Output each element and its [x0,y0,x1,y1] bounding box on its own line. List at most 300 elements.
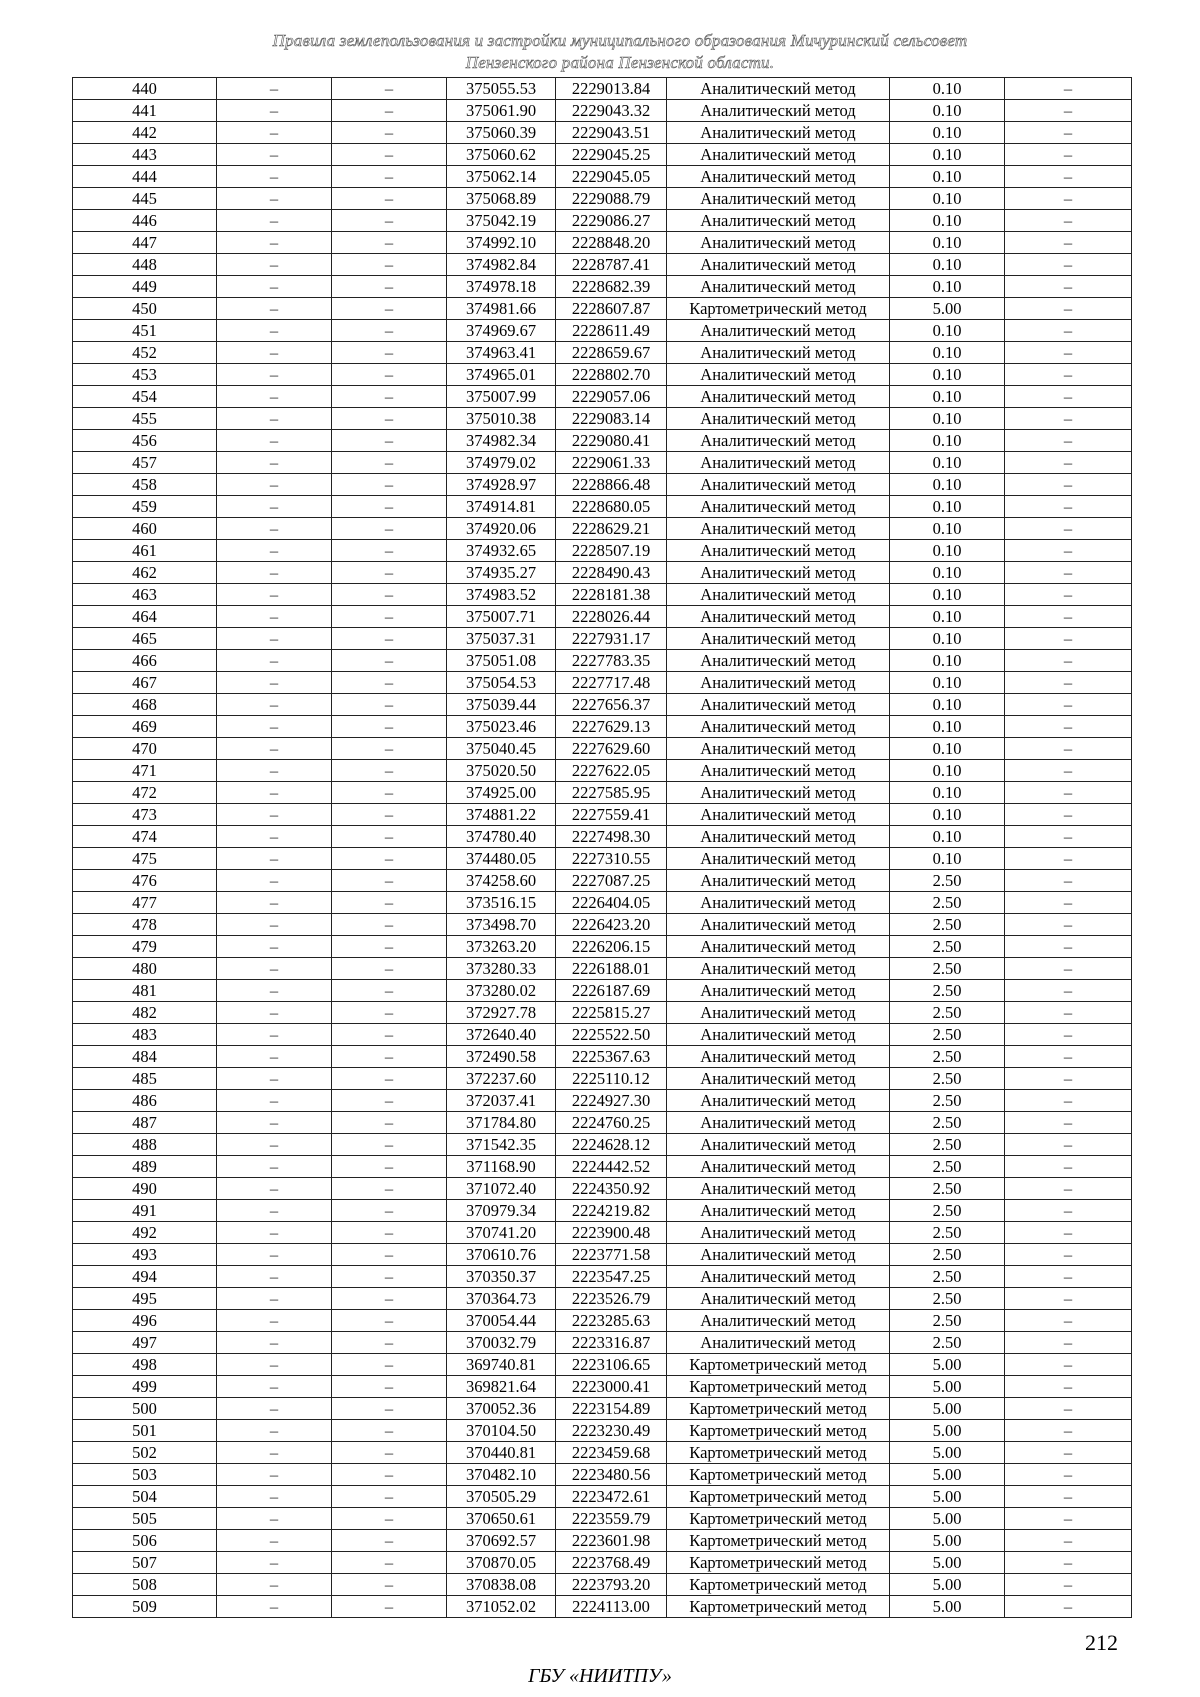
point-number-cell: 481 [73,980,217,1002]
point-number-cell: 506 [73,1530,217,1552]
cell-col2: – [217,760,332,782]
accuracy-cell: 2.50 [890,1288,1005,1310]
accuracy-cell: 0.10 [890,210,1005,232]
table-row [73,1376,1132,1398]
point-number-cell: 484 [73,1046,217,1068]
x-coordinate-cell: 370838.08 [447,1574,556,1596]
table-row [73,1442,1132,1464]
y-coordinate-cell: 2223559.79 [556,1508,667,1530]
table-row [73,980,1132,1002]
cell-col8: – [1005,496,1132,518]
cell-col2: – [217,1046,332,1068]
cell-col3: – [332,298,447,320]
point-number-cell: 454 [73,386,217,408]
cell-col2: – [217,298,332,320]
cell-col3: – [332,1222,447,1244]
accuracy-cell: 2.50 [890,1200,1005,1222]
x-coordinate-cell: 370692.57 [447,1530,556,1552]
accuracy-cell: 2.50 [890,1002,1005,1024]
point-number-cell: 463 [73,584,217,606]
table-row [73,936,1132,958]
coordinates-table [72,77,1132,1618]
cell-col2: – [217,672,332,694]
cell-col8: – [1005,1200,1132,1222]
point-number-cell: 442 [73,122,217,144]
point-number-cell: 479 [73,936,217,958]
point-number-cell: 460 [73,518,217,540]
x-coordinate-cell: 374935.27 [447,562,556,584]
x-coordinate-cell: 375060.39 [447,122,556,144]
table-row [73,1332,1132,1354]
x-coordinate-cell: 373263.20 [447,936,556,958]
cell-col3: – [332,650,447,672]
table-row [73,1552,1132,1574]
cell-col2: – [217,1288,332,1310]
cell-col3: – [332,760,447,782]
x-coordinate-cell: 371072.40 [447,1178,556,1200]
accuracy-cell: 5.00 [890,1376,1005,1398]
cell-col3: – [332,1178,447,1200]
cell-col8: – [1005,1354,1132,1376]
table-row [73,1244,1132,1266]
x-coordinate-cell: 370440.81 [447,1442,556,1464]
table-row [73,1068,1132,1090]
cell-col8: – [1005,606,1132,628]
cell-col2: – [217,650,332,672]
cell-col8: – [1005,936,1132,958]
point-number-cell: 504 [73,1486,217,1508]
accuracy-cell: 5.00 [890,1464,1005,1486]
y-coordinate-cell: 2229088.79 [556,188,667,210]
method-cell: Аналитический метод [667,496,890,518]
method-cell: Аналитический метод [667,716,890,738]
cell-col2: – [217,606,332,628]
x-coordinate-cell: 375061.90 [447,100,556,122]
cell-col2: – [217,1024,332,1046]
cell-col3: – [332,1266,447,1288]
table-row [73,694,1132,716]
cell-col8: – [1005,562,1132,584]
x-coordinate-cell: 374969.67 [447,320,556,342]
method-cell: Картометрический метод [667,1376,890,1398]
table-row [73,232,1132,254]
point-number-cell: 461 [73,540,217,562]
y-coordinate-cell: 2223480.56 [556,1464,667,1486]
table-body [73,78,1132,1618]
y-coordinate-cell: 2228181.38 [556,584,667,606]
cell-col8: – [1005,100,1132,122]
table-row [73,210,1132,232]
cell-col3: – [332,540,447,562]
cell-col8: – [1005,1332,1132,1354]
cell-col8: – [1005,738,1132,760]
x-coordinate-cell: 370650.61 [447,1508,556,1530]
table-row [73,122,1132,144]
table-row [73,342,1132,364]
method-cell: Аналитический метод [667,914,890,936]
cell-col2: – [217,210,332,232]
x-coordinate-cell: 375040.45 [447,738,556,760]
y-coordinate-cell: 2229045.05 [556,166,667,188]
y-coordinate-cell: 2227622.05 [556,760,667,782]
x-coordinate-cell: 375042.19 [447,210,556,232]
method-cell: Картометрический метод [667,298,890,320]
cell-col3: – [332,1068,447,1090]
cell-col3: – [332,936,447,958]
table-row [73,166,1132,188]
cell-col8: – [1005,1024,1132,1046]
y-coordinate-cell: 2226188.01 [556,958,667,980]
accuracy-cell: 0.10 [890,694,1005,716]
cell-col2: – [217,936,332,958]
table-row [73,584,1132,606]
y-coordinate-cell: 2229080.41 [556,430,667,452]
x-coordinate-cell: 374983.52 [447,584,556,606]
cell-col2: – [217,1574,332,1596]
page-number: 212 [1085,1630,1118,1655]
y-coordinate-cell: 2224219.82 [556,1200,667,1222]
cell-col2: – [217,1244,332,1266]
method-cell: Аналитический метод [667,1266,890,1288]
table-row [73,474,1132,496]
cell-col3: – [332,562,447,584]
table-row [73,562,1132,584]
x-coordinate-cell: 375007.71 [447,606,556,628]
y-coordinate-cell: 2226404.05 [556,892,667,914]
x-coordinate-cell: 370104.50 [447,1420,556,1442]
cell-col3: – [332,232,447,254]
cell-col2: – [217,1376,332,1398]
accuracy-cell: 0.10 [890,584,1005,606]
x-coordinate-cell: 375023.46 [447,716,556,738]
cell-col3: – [332,430,447,452]
y-coordinate-cell: 2227585.95 [556,782,667,804]
cell-col3: – [332,1442,447,1464]
table-row [73,1486,1132,1508]
x-coordinate-cell: 374881.22 [447,804,556,826]
cell-col3: – [332,452,447,474]
cell-col2: – [217,826,332,848]
y-coordinate-cell: 2229045.25 [556,144,667,166]
method-cell: Аналитический метод [667,122,890,144]
cell-col3: – [332,1288,447,1310]
table-row [73,408,1132,430]
method-cell: Картометрический метод [667,1354,890,1376]
point-number-cell: 494 [73,1266,217,1288]
cell-col8: – [1005,364,1132,386]
cell-col3: – [332,474,447,496]
cell-col3: – [332,694,447,716]
accuracy-cell: 0.10 [890,100,1005,122]
cell-col2: – [217,584,332,606]
method-cell: Аналитический метод [667,738,890,760]
y-coordinate-cell: 2223000.41 [556,1376,667,1398]
point-number-cell: 508 [73,1574,217,1596]
cell-col3: – [332,386,447,408]
x-coordinate-cell: 374780.40 [447,826,556,848]
accuracy-cell: 0.10 [890,540,1005,562]
cell-col3: – [332,738,447,760]
cell-col2: – [217,254,332,276]
cell-col3: – [332,782,447,804]
table-row [73,188,1132,210]
y-coordinate-cell: 2225110.12 [556,1068,667,1090]
x-coordinate-cell: 374920.06 [447,518,556,540]
x-coordinate-cell: 373280.33 [447,958,556,980]
accuracy-cell: 2.50 [890,1068,1005,1090]
table-row [73,254,1132,276]
cell-col2: – [217,628,332,650]
point-number-cell: 500 [73,1398,217,1420]
table-row [73,1046,1132,1068]
cell-col2: – [217,342,332,364]
point-number-cell: 464 [73,606,217,628]
cell-col3: – [332,606,447,628]
cell-col2: – [217,122,332,144]
method-cell: Аналитический метод [667,958,890,980]
cell-col2: – [217,1156,332,1178]
accuracy-cell: 2.50 [890,1178,1005,1200]
y-coordinate-cell: 2227498.30 [556,826,667,848]
y-coordinate-cell: 2229061.33 [556,452,667,474]
x-coordinate-cell: 372640.40 [447,1024,556,1046]
method-cell: Аналитический метод [667,760,890,782]
y-coordinate-cell: 2227656.37 [556,694,667,716]
method-cell: Аналитический метод [667,848,890,870]
cell-col2: – [217,1090,332,1112]
cell-col8: – [1005,584,1132,606]
x-coordinate-cell: 374914.81 [447,496,556,518]
method-cell: Аналитический метод [667,870,890,892]
cell-col3: – [332,1046,447,1068]
table-row [73,848,1132,870]
cell-col8: – [1005,826,1132,848]
point-number-cell: 449 [73,276,217,298]
x-coordinate-cell: 372490.58 [447,1046,556,1068]
accuracy-cell: 0.10 [890,342,1005,364]
table-row [73,892,1132,914]
y-coordinate-cell: 2228682.39 [556,276,667,298]
x-coordinate-cell: 370870.05 [447,1552,556,1574]
point-number-cell: 453 [73,364,217,386]
accuracy-cell: 2.50 [890,1310,1005,1332]
y-coordinate-cell: 2229043.51 [556,122,667,144]
accuracy-cell: 0.10 [890,188,1005,210]
cell-col8: – [1005,1310,1132,1332]
method-cell: Аналитический метод [667,826,890,848]
method-cell: Аналитический метод [667,166,890,188]
accuracy-cell: 0.10 [890,276,1005,298]
accuracy-cell: 0.10 [890,408,1005,430]
cell-col2: – [217,848,332,870]
cell-col3: – [332,1112,447,1134]
x-coordinate-cell: 375055.53 [447,78,556,100]
method-cell: Аналитический метод [667,78,890,100]
cell-col8: – [1005,694,1132,716]
cell-col3: – [332,122,447,144]
y-coordinate-cell: 2223547.25 [556,1266,667,1288]
cell-col2: – [217,1354,332,1376]
cell-col8: – [1005,1486,1132,1508]
x-coordinate-cell: 372037.41 [447,1090,556,1112]
x-coordinate-cell: 375068.89 [447,188,556,210]
cell-col2: – [217,914,332,936]
accuracy-cell: 0.10 [890,782,1005,804]
x-coordinate-cell: 370350.37 [447,1266,556,1288]
cell-col3: – [332,826,447,848]
cell-col8: – [1005,78,1132,100]
cell-col2: – [217,188,332,210]
cell-col2: – [217,1486,332,1508]
cell-col2: – [217,166,332,188]
cell-col8: – [1005,1420,1132,1442]
method-cell: Аналитический метод [667,606,890,628]
y-coordinate-cell: 2223316.87 [556,1332,667,1354]
accuracy-cell: 0.10 [890,606,1005,628]
y-coordinate-cell: 2223106.65 [556,1354,667,1376]
cell-col8: – [1005,650,1132,672]
table-row [73,1354,1132,1376]
y-coordinate-cell: 2229013.84 [556,78,667,100]
point-number-cell: 491 [73,1200,217,1222]
cell-col3: – [332,1420,447,1442]
method-cell: Аналитический метод [667,100,890,122]
cell-col3: – [332,958,447,980]
table-row [73,650,1132,672]
point-number-cell: 482 [73,1002,217,1024]
cell-col8: – [1005,1134,1132,1156]
cell-col2: – [217,518,332,540]
cell-col2: – [217,386,332,408]
cell-col8: – [1005,232,1132,254]
x-coordinate-cell: 374480.05 [447,848,556,870]
point-number-cell: 465 [73,628,217,650]
cell-col3: – [332,1134,447,1156]
table-row [73,870,1132,892]
point-number-cell: 507 [73,1552,217,1574]
cell-col3: – [332,1596,447,1618]
cell-col8: – [1005,782,1132,804]
cell-col2: – [217,1552,332,1574]
table-row [73,430,1132,452]
point-number-cell: 467 [73,672,217,694]
cell-col3: – [332,1090,447,1112]
x-coordinate-cell: 371784.80 [447,1112,556,1134]
table-row [73,1288,1132,1310]
x-coordinate-cell: 373280.02 [447,980,556,1002]
method-cell: Картометрический метод [667,1508,890,1530]
table-row [73,320,1132,342]
accuracy-cell: 5.00 [890,1552,1005,1574]
accuracy-cell: 0.10 [890,166,1005,188]
table-row [73,452,1132,474]
x-coordinate-cell: 374965.01 [447,364,556,386]
method-cell: Аналитический метод [667,276,890,298]
y-coordinate-cell: 2228507.19 [556,540,667,562]
table-row [73,1112,1132,1134]
y-coordinate-cell: 2227717.48 [556,672,667,694]
method-cell: Аналитический метод [667,1024,890,1046]
point-number-cell: 451 [73,320,217,342]
table-row [73,958,1132,980]
x-coordinate-cell: 370610.76 [447,1244,556,1266]
method-cell: Картометрический метод [667,1398,890,1420]
accuracy-cell: 2.50 [890,892,1005,914]
y-coordinate-cell: 2225522.50 [556,1024,667,1046]
cell-col3: – [332,78,447,100]
point-number-cell: 493 [73,1244,217,1266]
accuracy-cell: 5.00 [890,1530,1005,1552]
x-coordinate-cell: 374982.34 [447,430,556,452]
table-row [73,914,1132,936]
table-row [73,1134,1132,1156]
cell-col8: – [1005,540,1132,562]
accuracy-cell: 2.50 [890,1024,1005,1046]
cell-col8: – [1005,1376,1132,1398]
point-number-cell: 477 [73,892,217,914]
cell-col3: – [332,1398,447,1420]
table-row [73,78,1132,100]
cell-col3: – [332,1310,447,1332]
y-coordinate-cell: 2223230.49 [556,1420,667,1442]
x-coordinate-cell: 370505.29 [447,1486,556,1508]
cell-col8: – [1005,804,1132,826]
x-coordinate-cell: 370482.10 [447,1464,556,1486]
y-coordinate-cell: 2228490.43 [556,562,667,584]
cell-col8: – [1005,1090,1132,1112]
y-coordinate-cell: 2224927.30 [556,1090,667,1112]
x-coordinate-cell: 372927.78 [447,1002,556,1024]
point-number-cell: 496 [73,1310,217,1332]
accuracy-cell: 0.10 [890,452,1005,474]
point-number-cell: 497 [73,1332,217,1354]
method-cell: Аналитический метод [667,320,890,342]
cell-col3: – [332,166,447,188]
accuracy-cell: 2.50 [890,1222,1005,1244]
cell-col8: – [1005,672,1132,694]
method-cell: Аналитический метод [667,892,890,914]
x-coordinate-cell: 374978.18 [447,276,556,298]
y-coordinate-cell: 2228607.87 [556,298,667,320]
accuracy-cell: 2.50 [890,914,1005,936]
cell-col2: – [217,100,332,122]
y-coordinate-cell: 2223900.48 [556,1222,667,1244]
point-number-cell: 502 [73,1442,217,1464]
accuracy-cell: 5.00 [890,1398,1005,1420]
cell-col8: – [1005,166,1132,188]
cell-col8: – [1005,386,1132,408]
accuracy-cell: 0.10 [890,144,1005,166]
table-row [73,364,1132,386]
point-number-cell: 466 [73,650,217,672]
method-cell: Картометрический метод [667,1442,890,1464]
accuracy-cell: 0.10 [890,738,1005,760]
x-coordinate-cell: 374982.84 [447,254,556,276]
accuracy-cell: 2.50 [890,870,1005,892]
cell-col8: – [1005,1508,1132,1530]
x-coordinate-cell: 375010.38 [447,408,556,430]
y-coordinate-cell: 2223601.98 [556,1530,667,1552]
table-row [73,496,1132,518]
x-coordinate-cell: 375037.31 [447,628,556,650]
cell-col8: – [1005,1398,1132,1420]
point-number-cell: 480 [73,958,217,980]
method-cell: Аналитический метод [667,562,890,584]
point-number-cell: 501 [73,1420,217,1442]
y-coordinate-cell: 2224113.00 [556,1596,667,1618]
y-coordinate-cell: 2223771.58 [556,1244,667,1266]
cell-col3: – [332,716,447,738]
